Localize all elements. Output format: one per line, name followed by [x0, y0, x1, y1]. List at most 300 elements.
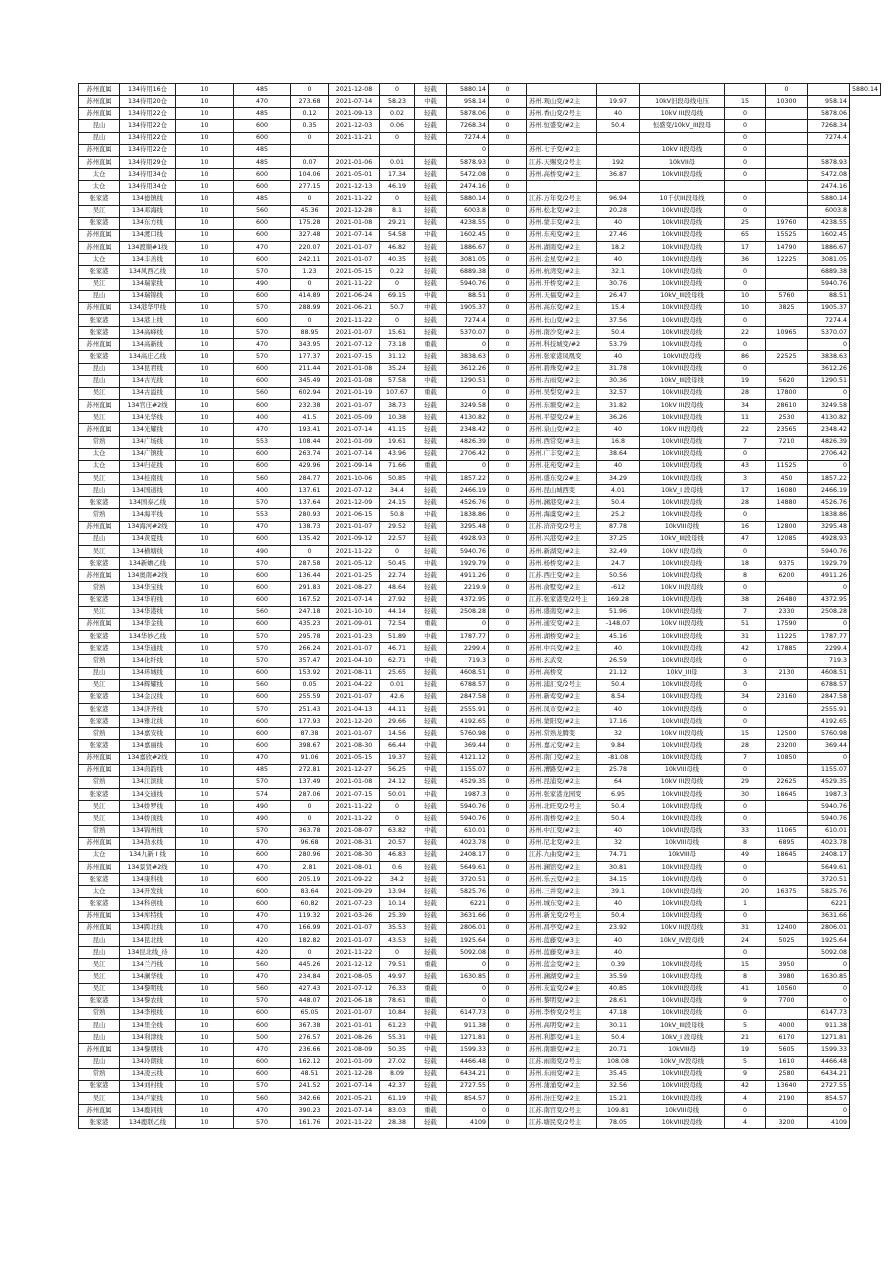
cell-load-status: 轻载 [415, 703, 447, 715]
cell-rated-current: 560 [234, 606, 291, 618]
cell-count: 10 [725, 302, 766, 314]
cell-capacity [766, 801, 808, 813]
cell-voltage: 10 [176, 922, 234, 934]
cell-count: 0 [725, 144, 766, 156]
cell-current: 177.37 [291, 351, 329, 363]
cell-col-0: 0 [489, 108, 527, 120]
cell-busbar: 10kVIII段母线 [640, 874, 725, 886]
cell-rated-current: 600 [234, 533, 291, 545]
table-row [79, 120, 881, 132]
cell-rated-current: 600 [234, 1007, 291, 1019]
cell-count: 0 [725, 169, 766, 181]
cell-line-name: 134玲朗线 [120, 1056, 176, 1068]
cell-count: 0 [725, 655, 766, 667]
cell-load-rate: 27.92 [380, 594, 415, 606]
cell-line-name: 134渡口线 [120, 229, 176, 241]
cell-region: 昆山 [79, 667, 120, 679]
cell-available-capacity: 2474.16 [447, 181, 489, 193]
cell-load-status: 轻载 [415, 776, 447, 788]
cell-capacity: 22625 [766, 776, 808, 788]
table-row [79, 789, 881, 801]
cell-rated-current: 485 [234, 156, 291, 168]
cell-available-capacity: 1905.37 [447, 302, 489, 314]
cell-region: 苏州直属 [79, 302, 120, 314]
cell-remaining: 1155.07 [808, 764, 850, 776]
cell-col-0: 0 [489, 776, 527, 788]
cell-date: 2021-09-12 [329, 533, 380, 545]
cell-voltage: 10 [176, 764, 234, 776]
table-row [79, 1105, 881, 1117]
cell-current: 602.94 [291, 387, 329, 399]
cell-region: 吴江 [79, 473, 120, 485]
cell-substation: 苏州.张家港龙园变 [527, 789, 597, 801]
cell-col-0: 0 [489, 874, 527, 886]
cell-busbar: 10kVIII段母线 [640, 387, 725, 399]
cell-substation: 苏州.昆浦变/#2主 [527, 776, 597, 788]
cell-remaining: 4109 [808, 1117, 850, 1129]
cell-busbar: 10kVIII段母线 [640, 679, 725, 691]
cell-load-status: 轻载 [415, 497, 447, 509]
cell-substation: 苏州.黎明变/#2主 [527, 995, 597, 1007]
cell-region: 昆山 [79, 947, 120, 959]
cell-capacity: 17800 [766, 387, 808, 399]
cell-capacity: 22525 [766, 351, 808, 363]
cell-load-status: 轻载 [415, 351, 447, 363]
cell-load-status: 轻载 [415, 643, 447, 655]
cell-load-rate: 22.57 [380, 533, 415, 545]
cell-current: 277.15 [291, 181, 329, 193]
table-row [79, 448, 881, 460]
cell-substation: 苏州.东塘变/#2主 [527, 400, 597, 412]
cell-busbar: 10kVII段母线 [640, 351, 725, 363]
cell-rated-current: 600 [234, 460, 291, 472]
cell-capacity: 26480 [766, 594, 808, 606]
cell-current: 161.76 [291, 1117, 329, 1129]
cell-load-status: 轻载 [415, 485, 447, 497]
cell-count: 42 [725, 1080, 766, 1092]
cell-rated-current: 470 [234, 862, 291, 874]
cell-date: 2021-12-08 [329, 84, 380, 96]
cell-region: 吴江 [79, 801, 120, 813]
cell-rated-current: 600 [234, 448, 291, 460]
cell-rated-current: 485 [234, 84, 291, 96]
cell-current: 280.96 [291, 849, 329, 861]
cell-current: 291.83 [291, 582, 329, 594]
cell-date [329, 144, 380, 156]
cell-col-0: 0 [489, 327, 527, 339]
cell-rated-current: 470 [234, 971, 291, 983]
cell-col-0: 0 [489, 898, 527, 910]
cell-rated-current: 560 [234, 679, 291, 691]
cell-rated-current: 570 [234, 327, 291, 339]
cell-available-capacity: 1925.64 [447, 934, 489, 946]
cell-substation: 苏州.杭湾变/#2主 [527, 266, 597, 278]
cell-date: 2021-09-22 [329, 874, 380, 886]
cell-capacity [766, 156, 808, 168]
cell-region: 苏州直属 [79, 922, 120, 934]
cell-rated-current: 600 [234, 740, 291, 752]
cell-count: 0 [725, 910, 766, 922]
cell-voltage: 10 [176, 1020, 234, 1032]
cell-count: 30 [725, 789, 766, 801]
cell-busbar: 10kVIII段母线 [640, 558, 725, 570]
cell-load-rate: 17.34 [380, 169, 415, 181]
cell-available-capacity: 5760.98 [447, 728, 489, 740]
cell-load-rate: 10.14 [380, 898, 415, 910]
cell-substation: 苏州.昌亭变/#2主 [527, 922, 597, 934]
cell-col-0: 0 [489, 181, 527, 193]
cell-region: 苏州直属 [79, 837, 120, 849]
cell-capacity: 18645 [766, 789, 808, 801]
cell-col-0: 0 [489, 801, 527, 813]
cell-col-0: 0 [489, 558, 527, 570]
table-row [79, 1068, 881, 1080]
cell-count: 0 [725, 339, 766, 351]
cell-substation: 苏州.东苑变/#2主 [527, 229, 597, 241]
cell-load-rate: 49.97 [380, 971, 415, 983]
cell-count: 86 [725, 351, 766, 363]
cell-busbar: 10kV III段母线 [640, 618, 725, 630]
cell-line-name: 134官庄#2线 [120, 400, 176, 412]
cell-line-name: 134瑞家线 [120, 278, 176, 290]
cell-voltage: 10 [176, 545, 234, 557]
cell-voltage: 10 [176, 1092, 234, 1104]
cell-sub-load: 40 [597, 703, 640, 715]
cell-substation: 苏州.蓝金变/#2主 [527, 959, 597, 971]
cell-line-name: 134鹿同线 [120, 1105, 176, 1117]
cell-sub-load: 192 [597, 156, 640, 168]
cell-current: 0 [291, 132, 329, 144]
cell-count: 9 [725, 1068, 766, 1080]
cell-region: 吴江 [79, 205, 120, 217]
cell-capacity: 5025 [766, 934, 808, 946]
cell-remaining: 854.57 [808, 1092, 850, 1104]
cell-load-status: 轻载 [415, 181, 447, 193]
cell-current: 0 [291, 84, 329, 96]
cell-load-status: 轻载 [415, 266, 447, 278]
cell-busbar: 10kVIII段母线 [640, 448, 725, 460]
cell-line-name: 134李根线 [120, 1007, 176, 1019]
cell-load-status: 轻载 [415, 837, 447, 849]
cell-available-capacity: 0 [447, 387, 489, 399]
cell-line-name: 134景贤#2线 [120, 862, 176, 874]
cell-remaining: 0 [808, 339, 850, 351]
cell-substation: 苏州.金星变/#2主 [527, 254, 597, 266]
cell-load-rate: 66.44 [380, 740, 415, 752]
cell-substation: 苏州.常熟龙腾变 [527, 728, 597, 740]
cell-current: 287.06 [291, 789, 329, 801]
cell-current: 343.95 [291, 339, 329, 351]
cell-voltage: 10 [176, 473, 234, 485]
cell-col-0: 0 [489, 849, 527, 861]
cell-rated-current: 470 [234, 910, 291, 922]
cell-region: 张家港 [79, 497, 120, 509]
cell-load-status: 中载 [415, 1044, 447, 1056]
cell-busbar: 10千伏III段母线 [640, 193, 725, 205]
cell-capacity [766, 144, 808, 156]
cell-voltage: 10 [176, 266, 234, 278]
cell-available-capacity: 3631.66 [447, 910, 489, 922]
cell-sub-load [597, 181, 640, 193]
cell-remaining: 0 [808, 618, 850, 630]
cell-busbar: 10kVIII段母线 [640, 631, 725, 643]
cell-available-capacity: 5940.76 [447, 545, 489, 557]
cell-substation: 苏州.昆山城西变 [527, 485, 597, 497]
cell-sub-load: 25.78 [597, 764, 640, 776]
cell-date: 2021-08-09 [329, 1044, 380, 1056]
cell-col-0: 0 [489, 813, 527, 825]
cell-current: 280.93 [291, 509, 329, 521]
cell-busbar: 10kVIII段母线 [640, 412, 725, 424]
cell-date: 2021-12-12 [329, 959, 380, 971]
cell-load-rate: 34.2 [380, 874, 415, 886]
cell-sub-load: 169.28 [597, 594, 640, 606]
cell-voltage: 10 [176, 752, 234, 764]
cell-current: 295.78 [291, 631, 329, 643]
cell-count: 15 [725, 96, 766, 108]
cell-current: 0 [291, 801, 329, 813]
cell-load-status: 中载 [415, 825, 447, 837]
cell-busbar: 10kVIII段母线 [640, 995, 725, 1007]
cell-available-capacity: 4372.95 [447, 594, 489, 606]
cell-sub-load: 40 [597, 643, 640, 655]
cell-current: 429.96 [291, 460, 329, 472]
cell-capacity [766, 339, 808, 351]
cell-date: 2021-08-05 [329, 971, 380, 983]
cell-current: 48.51 [291, 1068, 329, 1080]
cell-region: 张家港 [79, 558, 120, 570]
cell-col-0: 0 [489, 448, 527, 460]
cell-substation: 苏州.碧珠变/#2主 [527, 363, 597, 375]
cell-busbar: 10kVIII段母线 [640, 217, 725, 229]
cell-load-status: 轻载 [415, 132, 447, 144]
cell-rated-current: 500 [234, 1032, 291, 1044]
cell-substation: 苏州.高桥变 [527, 667, 597, 679]
cell-load-status: 中载 [415, 473, 447, 485]
cell-busbar: 10kVIII段母线 [640, 983, 725, 995]
cell-load-rate: 42.6 [380, 691, 415, 703]
cell-date: 2021-05-15 [329, 266, 380, 278]
cell-load-status: 轻载 [415, 436, 447, 448]
cell-count: 24 [725, 934, 766, 946]
cell-capacity: 16375 [766, 886, 808, 898]
cell-substation: 江苏.天赐变/2号主 [527, 156, 597, 168]
cell-line-name: 134华妙乙线 [120, 631, 176, 643]
cell-rated-current: 570 [234, 497, 291, 509]
cell-region: 张家港 [79, 789, 120, 801]
cell-date: 2021-01-07 [329, 400, 380, 412]
cell-substation [527, 84, 597, 96]
cell-load-rate: 19.37 [380, 752, 415, 764]
cell-load-rate: 44.11 [380, 703, 415, 715]
table-row [79, 934, 881, 946]
cell-current: 175.28 [291, 217, 329, 229]
cell-sub-load: 40 [597, 351, 640, 363]
cell-load-status: 轻载 [415, 947, 447, 959]
cell-remaining: 0 [808, 995, 850, 1007]
cell-line-name: 134锦州线 [120, 825, 176, 837]
cell-sub-load: 0.39 [597, 959, 640, 971]
cell-date: 2021-11-22 [329, 314, 380, 326]
cell-voltage: 10 [176, 375, 234, 387]
cell-current: 342.66 [291, 1092, 329, 1104]
cell-line-name: 134瑞锦线 [120, 290, 176, 302]
cell-busbar: 10kVIII母线 [640, 521, 725, 533]
cell-line-name: 134东方线 [120, 217, 176, 229]
cell-rated-current: 570 [234, 703, 291, 715]
cell-load-status: 中载 [415, 509, 447, 521]
cell-current: 177.93 [291, 716, 329, 728]
cell-remaining: 7274.4 [808, 314, 850, 326]
cell-busbar: 10kVIII段母线 [640, 1068, 725, 1080]
cell-remaining: 5370.07 [808, 327, 850, 339]
cell-col-0: 0 [489, 594, 527, 606]
cell-rated-current: 600 [234, 181, 291, 193]
cell-sub-load: 50.4 [597, 1032, 640, 1044]
cell-substation: 江苏.浒浒变/2号主 [527, 521, 597, 533]
cell-remaining: 2299.4 [808, 643, 850, 655]
cell-remaining: 2847.58 [808, 691, 850, 703]
cell-date: 2021-01-08 [329, 776, 380, 788]
cell-busbar: 10kVIII段母线 [640, 1080, 725, 1092]
cell-substation: 江苏.南宫变/2号主 [527, 1105, 597, 1117]
cell-date: 2021-09-14 [329, 460, 380, 472]
cell-load-status: 轻载 [415, 862, 447, 874]
cell-available-capacity: 4023.78 [447, 837, 489, 849]
cell-available-capacity: 1886.67 [447, 242, 489, 254]
cell-sub-load: 30.11 [597, 1020, 640, 1032]
cell-line-name: 134嘉欣#2线 [120, 752, 176, 764]
cell-capacity [766, 764, 808, 776]
cell-available-capacity: 6147.73 [447, 1007, 489, 1019]
cell-region: 苏州直属 [79, 1044, 120, 1056]
cell-current: 266.24 [291, 643, 329, 655]
cell-voltage: 10 [176, 558, 234, 570]
cell-remaining: 5878.93 [808, 156, 850, 168]
cell-load-rate: 0.01 [380, 679, 415, 691]
cell-count: 10 [725, 290, 766, 302]
cell-region: 太仓 [79, 254, 120, 266]
cell-busbar [640, 132, 725, 144]
cell-available-capacity: 1857.22 [447, 473, 489, 485]
cell-capacity: 19760 [766, 217, 808, 229]
cell-current: 435.23 [291, 618, 329, 630]
cell-remaining: 4529.35 [808, 776, 850, 788]
cell-col-0: 0 [489, 716, 527, 728]
cell-rated-current: 485 [234, 193, 291, 205]
cell-sub-load: 34.29 [597, 473, 640, 485]
cell-voltage: 10 [176, 448, 234, 460]
cell-remaining: 2474.16 [808, 181, 850, 193]
cell-remaining: 2806.01 [808, 922, 850, 934]
cell-load-status: 轻载 [415, 120, 447, 132]
cell-capacity [766, 509, 808, 521]
cell-count: 15 [725, 959, 766, 971]
cell-current: 0.07 [291, 156, 329, 168]
table-row [79, 521, 881, 533]
cell-available-capacity: 0 [447, 460, 489, 472]
cell-sub-load: 50.4 [597, 679, 640, 691]
cell-rated-current: 600 [234, 570, 291, 582]
cell-voltage: 10 [176, 740, 234, 752]
cell-available-capacity: 5472.08 [447, 169, 489, 181]
cell-load-rate: 57.58 [380, 375, 415, 387]
cell-busbar: 10kVIII段母线 [640, 959, 725, 971]
cell-capacity: 18645 [766, 849, 808, 861]
cell-available-capacity: 0 [447, 144, 489, 156]
cell-available-capacity: 2466.19 [447, 485, 489, 497]
cell-region: 苏州直属 [79, 424, 120, 436]
cell-region: 太仓 [79, 181, 120, 193]
cell-substation: 苏州.泉山变/#2主 [527, 424, 597, 436]
cell-current: 104.06 [291, 169, 329, 181]
cell-region: 苏州直属 [79, 570, 120, 582]
cell-substation: 江苏.张家港变/2号主 [527, 594, 597, 606]
cell-sub-load: 28.61 [597, 995, 640, 1007]
cell-date: 2021-01-25 [329, 570, 380, 582]
cell-col-0: 0 [489, 995, 527, 1007]
cell-line-name: 134华港线 [120, 606, 176, 618]
cell-capacity: 28610 [766, 400, 808, 412]
cell-sub-load: 23.92 [597, 922, 640, 934]
cell-remaining: 958.14 [808, 96, 850, 108]
cell-count: 7 [725, 752, 766, 764]
cell-date: 2021-07-15 [329, 789, 380, 801]
cell-busbar: 10kV III段母线 [640, 582, 725, 594]
cell-load-rate: 76.33 [380, 983, 415, 995]
cell-voltage: 10 [176, 497, 234, 509]
cell-count: 0 [725, 947, 766, 959]
cell-region: 苏州直属 [79, 862, 120, 874]
cell-available-capacity: 4928.93 [447, 533, 489, 545]
cell-count: 0 [725, 193, 766, 205]
cell-col-0: 0 [489, 473, 527, 485]
cell-load-rate: 29.21 [380, 217, 415, 229]
cell-sub-load: -81.08 [597, 752, 640, 764]
cell-remaining: 6147.73 [808, 1007, 850, 1019]
cell-count: 3 [725, 667, 766, 679]
cell-load-status: 轻载 [415, 728, 447, 740]
cell-voltage: 10 [176, 874, 234, 886]
cell-rated-current: 600 [234, 594, 291, 606]
cell-current: 88.95 [291, 327, 329, 339]
cell-load-status: 轻载 [415, 424, 447, 436]
cell-rated-current: 600 [234, 314, 291, 326]
cell-substation: 苏州.澜湖变/#2主 [527, 971, 597, 983]
cell-voltage: 10 [176, 886, 234, 898]
cell-voltage: 10 [176, 108, 234, 120]
cell-current: 119.32 [291, 910, 329, 922]
cell-date: 2021-06-21 [329, 302, 380, 314]
cell-remaining: 3081.05 [808, 254, 850, 266]
cell-date: 2021-01-07 [329, 728, 380, 740]
cell-sub-load: 21.12 [597, 667, 640, 679]
cell-line-name: 134横塘线 [120, 545, 176, 557]
cell-remaining: 2727.55 [808, 1080, 850, 1092]
table-row [79, 96, 881, 108]
cell-count: 0 [725, 862, 766, 874]
cell-line-name: 134嘉丽线 [120, 740, 176, 752]
cell-region: 张家港 [79, 995, 120, 1007]
cell-count: 20 [725, 886, 766, 898]
table-row [79, 108, 881, 120]
cell-load-status: 轻载 [415, 922, 447, 934]
cell-voltage: 10 [176, 631, 234, 643]
cell-rated-current: 600 [234, 217, 291, 229]
cell-current: 162.12 [291, 1056, 329, 1068]
cell-count: 0 [725, 120, 766, 132]
table-row [79, 728, 881, 740]
